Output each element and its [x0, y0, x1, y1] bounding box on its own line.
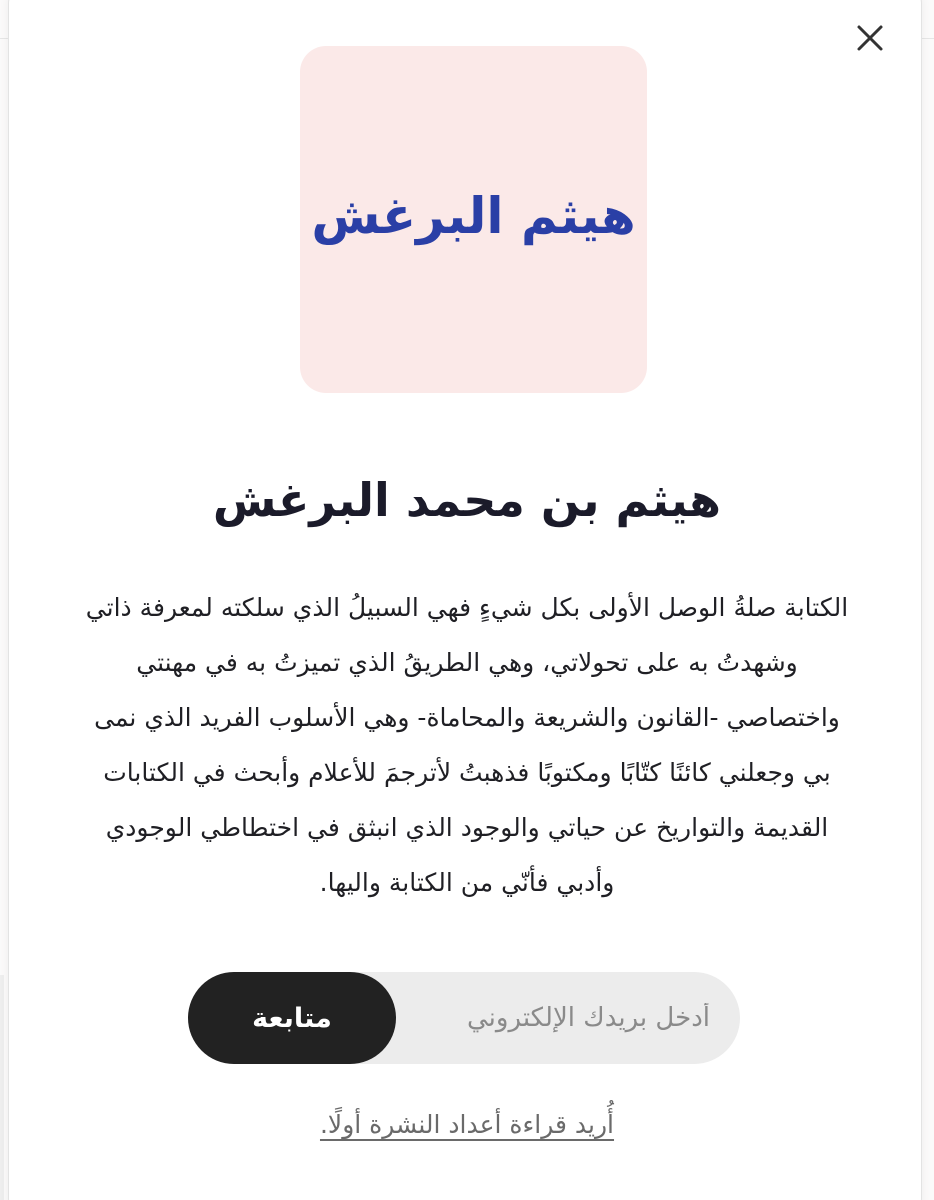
follow-button[interactable]: متابعة	[188, 972, 396, 1064]
author-bio: الكتابة صلةُ الوصل الأولى بكل شيءٍ فهي السبيلُ الذي سلكته لمعرفة ذاتي وشهدتُ به على تحولاتي، وهي الطريقُ الذي تميزتُ به في مهنتي واختصاصي -القانون والشريعة والمحاماة- وهي الأسلوب الفريد الذي نمى بي وجعلني كائنًا كتّابًا ومكتوبًا فذهبتُ لأترجمَ للأعلام وأبحث في الكتابات القديمة والتواريخ عن حياتي والوجود الذي انبثق في اختطاطي الوجودي وأدبي فأنّي من الكتابة واليها.	[85, 593, 849, 897]
publication-logo	[300, 46, 647, 393]
author-name: هيثم بن محمد البرغش	[212, 473, 722, 527]
close-icon	[849, 17, 891, 59]
email-input[interactable]	[408, 972, 718, 1064]
close-button[interactable]	[849, 17, 891, 59]
logo-text: هيثم البرغش	[311, 186, 636, 245]
read-issues-first-link[interactable]: أُريد قراءة أعداد النشرة أولًا.	[319, 1110, 615, 1139]
background-page-edge	[0, 975, 4, 1200]
subscribe-form	[188, 972, 740, 1064]
